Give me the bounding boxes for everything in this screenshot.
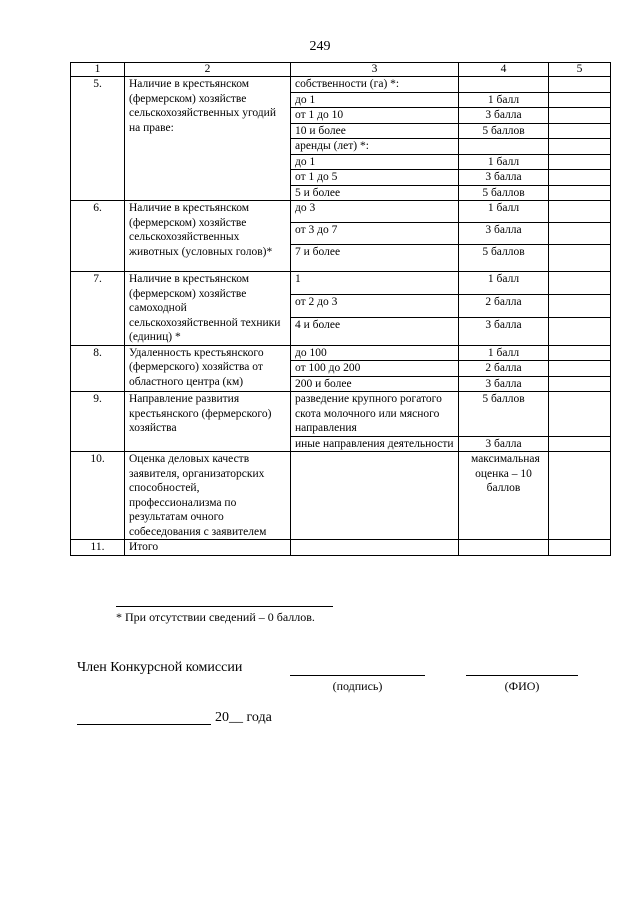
- table-row: [71, 201, 611, 223]
- option-cell: 1: [291, 272, 459, 295]
- name-line: [466, 675, 578, 676]
- blank-cell: [549, 139, 611, 155]
- option-cell: от 3 до 7: [291, 223, 459, 245]
- signature-caption: (подпись): [332, 679, 383, 693]
- option-cell: 10 и более: [291, 123, 459, 139]
- table-row: [71, 452, 611, 540]
- option-cell: 5 и более: [291, 185, 459, 201]
- score-cell: 1 балл: [459, 154, 549, 170]
- header-cell: 5: [549, 63, 611, 77]
- score-cell: [459, 540, 549, 556]
- score-cell: 3 балла: [459, 108, 549, 124]
- blank-cell: [549, 452, 611, 540]
- row-number: 9.: [71, 392, 125, 452]
- option-cell: [291, 540, 459, 556]
- footnote: * При отсутствии сведений – 0 баллов.: [116, 610, 315, 624]
- option-cell: от 1 до 10: [291, 108, 459, 124]
- blank-cell: [549, 170, 611, 186]
- score-cell: 2 балла: [459, 361, 549, 377]
- blank-cell: [549, 92, 611, 108]
- option-cell: до 3: [291, 201, 459, 223]
- blank-cell: [549, 376, 611, 392]
- option-cell: 7 и более: [291, 245, 459, 272]
- row-number: 10.: [71, 452, 125, 540]
- option-cell: до 1: [291, 154, 459, 170]
- score-cell: 1 балл: [459, 345, 549, 361]
- criterion-cell: Наличие в крестьянском (фермерском) хозяйстве сельскохозяйственных угодий на праве:: [125, 77, 291, 201]
- score-cell: максимальная оценка – 10 баллов: [459, 452, 549, 540]
- header-cell: 3: [291, 63, 459, 77]
- row-number: 11.: [71, 540, 125, 556]
- option-cell: разведение крупного рогатого скота молочного или мясного направления: [291, 392, 459, 437]
- score-cell: 5 баллов: [459, 245, 549, 272]
- option-cell: до 100: [291, 345, 459, 361]
- option-cell: собственности (га) *:: [291, 77, 459, 93]
- score-cell: [459, 139, 549, 155]
- signature-line: [290, 675, 425, 676]
- table-row: [71, 345, 611, 361]
- blank-cell: [549, 294, 611, 317]
- table-row: [71, 77, 611, 93]
- date-line: [77, 711, 211, 725]
- blank-cell: [549, 361, 611, 377]
- criterion-cell: Наличие в крестьянском (фермерском) хозяйстве сельскохозяйственных животных (условных голов)*: [125, 201, 291, 272]
- row-number: 7.: [71, 272, 125, 346]
- option-cell: от 100 до 200: [291, 361, 459, 377]
- criterion-cell: Итого: [125, 540, 291, 556]
- row-number: 6.: [71, 201, 125, 272]
- table-header-row: [71, 63, 611, 77]
- score-cell: 1 балл: [459, 92, 549, 108]
- row-number: 5.: [71, 77, 125, 201]
- score-cell: 3 балла: [459, 170, 549, 186]
- option-cell: от 2 до 3: [291, 294, 459, 317]
- criterion-cell: Оценка деловых качеств заявителя, организаторских способностей, профессионализма по результатам очного собеседования с заявителем: [125, 452, 291, 540]
- header-cell: 1: [71, 63, 125, 77]
- score-cell: 3 балла: [459, 317, 549, 345]
- option-cell: 200 и более: [291, 376, 459, 392]
- blank-cell: [549, 540, 611, 556]
- date-year-text: 20__ года: [215, 710, 272, 725]
- table-row: [71, 392, 611, 437]
- option-cell: [291, 452, 459, 540]
- score-cell: [459, 77, 549, 93]
- blank-cell: [549, 223, 611, 245]
- score-cell: 1 балл: [459, 201, 549, 223]
- blank-cell: [549, 245, 611, 272]
- score-cell: 5 баллов: [459, 392, 549, 437]
- criterion-cell: Наличие в крестьянском (фермерском) хозяйстве самоходной сельскохозяйственной техники (единиц) *: [125, 272, 291, 346]
- blank-cell: [549, 77, 611, 93]
- score-cell: 1 балл: [459, 272, 549, 295]
- row-number: 8.: [71, 345, 125, 392]
- score-cell: 3 балла: [459, 436, 549, 452]
- blank-cell: [549, 185, 611, 201]
- blank-cell: [549, 123, 611, 139]
- blank-cell: [549, 392, 611, 437]
- option-cell: аренды (лет) *:: [291, 139, 459, 155]
- option-cell: от 1 до 5: [291, 170, 459, 186]
- criterion-cell: Направление развития крестьянского (фермерского) хозяйства: [125, 392, 291, 452]
- signer-label: Член Конкурсной комиссии: [77, 660, 243, 675]
- option-cell: 4 и более: [291, 317, 459, 345]
- header-cell: 4: [459, 63, 549, 77]
- criteria-table: [70, 62, 611, 556]
- blank-cell: [549, 436, 611, 452]
- score-cell: 3 балла: [459, 223, 549, 245]
- criterion-cell: Удаленность крестьянского (фермерского) хозяйства от областного центра (км): [125, 345, 291, 392]
- blank-cell: [549, 317, 611, 345]
- blank-cell: [549, 108, 611, 124]
- table-row: [71, 272, 611, 295]
- blank-cell: [549, 345, 611, 361]
- blank-cell: [549, 154, 611, 170]
- page-number: 249: [309, 39, 331, 54]
- score-cell: 5 баллов: [459, 123, 549, 139]
- score-cell: 3 балла: [459, 376, 549, 392]
- score-cell: 5 баллов: [459, 185, 549, 201]
- option-cell: иные направления деятельности: [291, 436, 459, 452]
- blank-cell: [549, 272, 611, 295]
- table-row: [71, 540, 611, 556]
- footnote-divider: [116, 606, 333, 607]
- header-cell: 2: [125, 63, 291, 77]
- score-cell: 2 балла: [459, 294, 549, 317]
- blank-cell: [549, 201, 611, 223]
- option-cell: до 1: [291, 92, 459, 108]
- name-caption: (ФИО): [504, 679, 540, 693]
